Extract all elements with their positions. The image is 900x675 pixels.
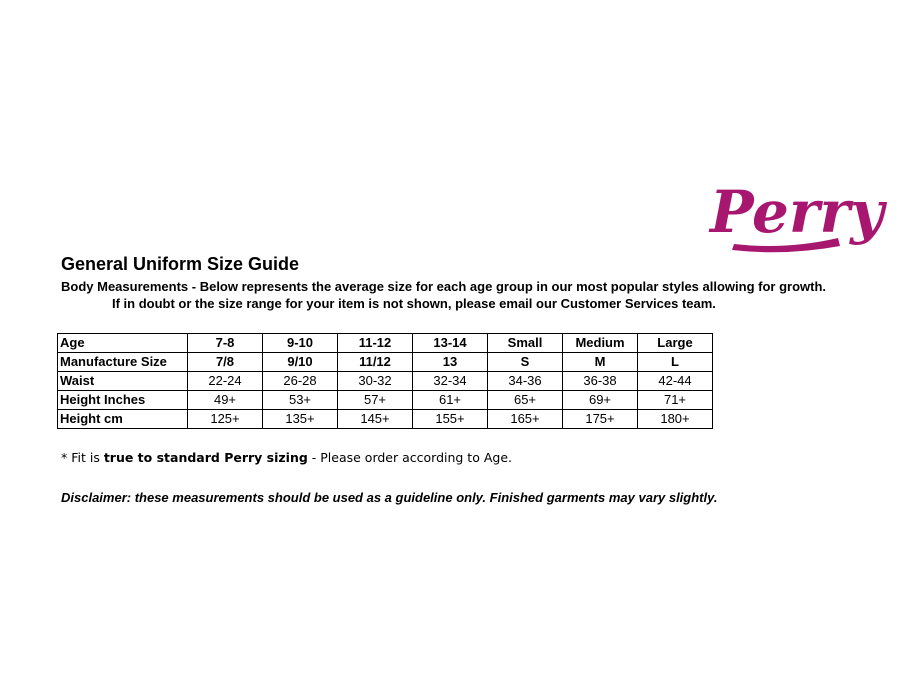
- table-row: [58, 372, 713, 391]
- disclaimer: Disclaimer: these measurements should be used as a guideline only. Finished garments may vary slightly.: [61, 490, 718, 505]
- table-cell: 145+: [338, 410, 413, 429]
- table-cell: 13-14: [413, 334, 488, 353]
- subtitle-line-2: If in doubt or the size range for your item is not shown, please email our Customer Services team.: [112, 296, 716, 311]
- table-cell: 9-10: [263, 334, 338, 353]
- table-cell: 36-38: [563, 372, 638, 391]
- table-cell: Small: [488, 334, 563, 353]
- row-label: Height Inches: [58, 391, 188, 410]
- table-cell: 9/10: [263, 353, 338, 372]
- subtitle: [61, 278, 826, 312]
- table-cell: 49+: [188, 391, 263, 410]
- table-row: [58, 334, 713, 353]
- table-cell: Medium: [563, 334, 638, 353]
- table-row: [58, 391, 713, 410]
- table-cell: 61+: [413, 391, 488, 410]
- row-label: Waist: [58, 372, 188, 391]
- page-title: General Uniform Size Guide: [61, 254, 300, 274]
- table-cell: S: [488, 353, 563, 372]
- table-cell: 71+: [638, 391, 713, 410]
- table-cell: 42-44: [638, 372, 713, 391]
- table-cell: M: [563, 353, 638, 372]
- subtitle-line-1: Body Measurements - Below represents the average size for each age group in our most popular styles allowing for growth.: [61, 279, 827, 294]
- fit-note-suffix: - Please order according to Age.: [307, 450, 512, 465]
- table-cell: 155+: [413, 410, 488, 429]
- table-cell: L: [638, 353, 713, 372]
- table-cell: 57+: [338, 391, 413, 410]
- perry-logo-text: Perry: [710, 178, 884, 246]
- table-cell: 30-32: [338, 372, 413, 391]
- table-cell: Large: [638, 334, 713, 353]
- table-cell: 11-12: [338, 334, 413, 353]
- table-cell: 11/12: [338, 353, 413, 372]
- fit-note: [61, 450, 512, 465]
- table-cell: 7-8: [188, 334, 263, 353]
- row-label: Age: [58, 334, 188, 353]
- table-cell: 180+: [638, 410, 713, 429]
- table-cell: 22-24: [188, 372, 263, 391]
- row-label: Manufacture Size: [58, 353, 188, 372]
- table-cell: 65+: [488, 391, 563, 410]
- table-cell: 125+: [188, 410, 263, 429]
- perry-logo: [706, 164, 884, 256]
- table-cell: 69+: [563, 391, 638, 410]
- table-cell: 165+: [488, 410, 563, 429]
- table-cell: 13: [413, 353, 488, 372]
- table-cell: 7/8: [188, 353, 263, 372]
- size-table: [57, 333, 713, 429]
- table-cell: 53+: [263, 391, 338, 410]
- fit-note-bold: true to standard Perry sizing: [103, 450, 308, 465]
- table-row: [58, 353, 713, 372]
- fit-note-prefix: * Fit is: [61, 450, 104, 465]
- table-cell: 34-36: [488, 372, 563, 391]
- table-cell: 175+: [563, 410, 638, 429]
- table-cell: 135+: [263, 410, 338, 429]
- table-row: [58, 410, 713, 429]
- table-cell: 32-34: [413, 372, 488, 391]
- table-cell: 26-28: [263, 372, 338, 391]
- row-label: Height cm: [58, 410, 188, 429]
